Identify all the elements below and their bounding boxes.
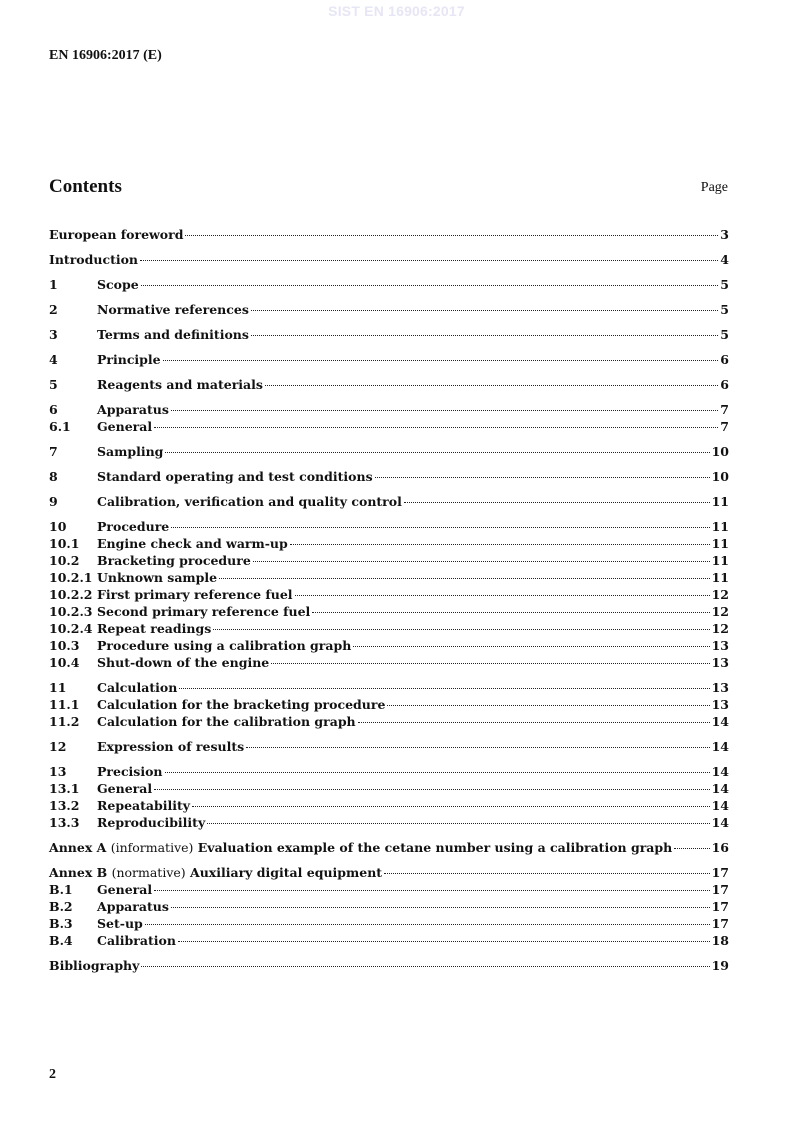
toc-entry-page: 14 bbox=[711, 739, 729, 754]
toc-entry-title: Calculation bbox=[97, 680, 178, 695]
toc-entry-number: B.4 bbox=[49, 933, 73, 948]
dot-leader bbox=[251, 310, 718, 311]
dot-leader bbox=[178, 941, 710, 942]
toc-entry-title: Calculation for the bracketing procedure bbox=[97, 697, 386, 712]
toc-entry[interactable] bbox=[49, 226, 729, 243]
toc-entry-number: 10.2.1 bbox=[49, 570, 93, 585]
toc-entry[interactable] bbox=[49, 351, 729, 368]
toc-entry-title bbox=[49, 839, 672, 856]
toc-entry-title: Repeat readings bbox=[97, 621, 212, 636]
toc-entry-page: 13 bbox=[711, 680, 729, 695]
document-id: EN 16906:2017 (E) bbox=[49, 48, 162, 63]
dot-leader bbox=[171, 907, 710, 908]
dot-leader bbox=[154, 427, 718, 428]
toc-entry[interactable] bbox=[49, 493, 729, 510]
dot-leader bbox=[246, 747, 709, 748]
toc-entry-number: B.2 bbox=[49, 899, 73, 914]
toc-entry-number: 9 bbox=[49, 494, 58, 509]
toc-entry[interactable] bbox=[49, 814, 729, 831]
toc-entry-page: 11 bbox=[711, 536, 729, 551]
toc-entry-page: 14 bbox=[711, 798, 729, 813]
contents-heading: Contents bbox=[49, 176, 122, 197]
dot-leader bbox=[179, 688, 709, 689]
toc-entry[interactable] bbox=[49, 301, 729, 318]
annex-title: Evaluation example of the cetane number using a calibration graph bbox=[197, 840, 673, 855]
toc-entry[interactable] bbox=[49, 552, 729, 569]
toc-entry-page: 12 bbox=[711, 604, 729, 619]
toc-entry[interactable] bbox=[49, 620, 729, 637]
toc-entry-title: Bibliography bbox=[49, 958, 140, 973]
toc-entry-title bbox=[49, 864, 382, 881]
toc-entry-title: General bbox=[97, 419, 153, 434]
toc-entry-number: 10.1 bbox=[49, 536, 80, 551]
toc-entry-page: 12 bbox=[711, 621, 729, 636]
toc-entry-number: 6 bbox=[49, 402, 58, 417]
toc-entry-title: Introduction bbox=[49, 252, 139, 267]
toc-entry[interactable] bbox=[49, 276, 729, 293]
annex-title: Auxiliary digital equipment bbox=[190, 865, 383, 880]
toc-entry-number: 10.4 bbox=[49, 655, 80, 670]
toc-entry-title: Sampling bbox=[97, 444, 164, 459]
toc-entry-title: Calibration bbox=[97, 933, 176, 948]
dot-leader bbox=[384, 873, 710, 874]
dot-leader bbox=[163, 360, 719, 361]
toc-entry-number: 11.2 bbox=[49, 714, 80, 729]
toc-entry-page: 11 bbox=[711, 570, 729, 585]
dot-leader bbox=[207, 823, 709, 824]
toc-entry-number: 13.3 bbox=[49, 815, 80, 830]
toc-entry[interactable] bbox=[49, 713, 729, 730]
dot-leader bbox=[219, 578, 710, 579]
toc-entry-title: Calibration, verification and quality control bbox=[97, 494, 402, 509]
toc-entry-page: 5 bbox=[720, 327, 729, 342]
dot-leader bbox=[404, 502, 710, 503]
dot-leader bbox=[165, 452, 709, 453]
toc-entry[interactable] bbox=[49, 569, 729, 586]
toc-entry-title: European foreword bbox=[49, 227, 184, 242]
dot-leader bbox=[253, 561, 710, 562]
toc-entry-page: 7 bbox=[720, 419, 729, 434]
toc-entry[interactable] bbox=[49, 679, 729, 696]
toc-entry-number: 11 bbox=[49, 680, 67, 695]
toc-entry[interactable] bbox=[49, 738, 729, 755]
dot-leader bbox=[295, 595, 710, 596]
dot-leader bbox=[375, 477, 710, 478]
table-of-contents bbox=[49, 226, 729, 974]
dot-leader bbox=[213, 629, 709, 630]
toc-entry-number: 12 bbox=[49, 739, 67, 754]
toc-entry-number: 1 bbox=[49, 277, 58, 292]
toc-entry-title: Normative references bbox=[97, 302, 249, 317]
toc-entry-page: 11 bbox=[711, 494, 729, 509]
dot-leader bbox=[290, 544, 710, 545]
dot-leader bbox=[271, 663, 709, 664]
toc-entry-title: Reproducibility bbox=[97, 815, 206, 830]
toc-entry[interactable] bbox=[49, 586, 729, 603]
toc-entry-page: 11 bbox=[711, 553, 729, 568]
toc-entry-number: 5 bbox=[49, 377, 58, 392]
toc-entry-page: 16 bbox=[711, 840, 729, 855]
dot-leader bbox=[353, 646, 709, 647]
toc-entry-title: Reagents and materials bbox=[97, 377, 263, 392]
toc-entry-number: 13 bbox=[49, 764, 67, 779]
toc-entry-title: Set-up bbox=[97, 916, 143, 931]
page-number: 2 bbox=[49, 1067, 56, 1082]
dot-leader bbox=[154, 789, 709, 790]
toc-entry[interactable] bbox=[49, 898, 729, 915]
dot-leader bbox=[141, 285, 719, 286]
toc-entry-page: 13 bbox=[711, 697, 729, 712]
toc-entry[interactable] bbox=[49, 763, 729, 780]
toc-entry-number: 10.3 bbox=[49, 638, 80, 653]
toc-entry-page: 5 bbox=[720, 277, 729, 292]
toc-entry-title: Shut-down of the engine bbox=[97, 655, 270, 670]
toc-entry-number: 10 bbox=[49, 519, 67, 534]
toc-entry-title: Engine check and warm-up bbox=[97, 536, 288, 551]
toc-entry[interactable] bbox=[49, 797, 729, 814]
toc-entry-page: 17 bbox=[711, 899, 729, 914]
toc-entry-page: 12 bbox=[711, 587, 729, 602]
toc-entry-number: 13.1 bbox=[49, 781, 80, 796]
annex-label: Annex B bbox=[49, 865, 108, 880]
toc-entry-number: 11.1 bbox=[49, 697, 80, 712]
toc-entry-page: 17 bbox=[711, 882, 729, 897]
toc-entry-page: 14 bbox=[711, 714, 729, 729]
toc-entry-title: Bracketing procedure bbox=[97, 553, 251, 568]
annex-kind: (informative) bbox=[110, 840, 194, 855]
toc-entry-number: 7 bbox=[49, 444, 58, 459]
toc-entry-number: 10.2.2 bbox=[49, 587, 93, 602]
toc-entry-page: 6 bbox=[720, 352, 729, 367]
dot-leader bbox=[171, 527, 709, 528]
toc-entry-number: 10.2 bbox=[49, 553, 80, 568]
dot-leader bbox=[171, 410, 718, 411]
toc-entry-title: Apparatus bbox=[97, 899, 169, 914]
toc-entry-page: 7 bbox=[720, 402, 729, 417]
toc-entry[interactable] bbox=[49, 915, 729, 932]
toc-entry[interactable] bbox=[49, 443, 729, 460]
toc-entry-title: Second primary reference fuel bbox=[97, 604, 311, 619]
toc-entry-number: 13.2 bbox=[49, 798, 80, 813]
toc-entry-page: 14 bbox=[711, 815, 729, 830]
toc-entry[interactable] bbox=[49, 864, 729, 881]
watermark: SIST EN 16906:2017 bbox=[328, 3, 465, 19]
toc-entry-title: Procedure using a calibration graph bbox=[97, 638, 352, 653]
toc-entry-title: General bbox=[97, 882, 153, 897]
toc-entry-page: 3 bbox=[720, 227, 729, 242]
toc-entry[interactable] bbox=[49, 839, 729, 856]
toc-entry[interactable] bbox=[49, 418, 729, 435]
dot-leader bbox=[185, 235, 718, 236]
toc-entry[interactable] bbox=[49, 637, 729, 654]
dot-leader bbox=[165, 772, 710, 773]
toc-entry-title: First primary reference fuel bbox=[97, 587, 293, 602]
toc-entry-page: 14 bbox=[711, 764, 729, 779]
toc-entry[interactable] bbox=[49, 326, 729, 343]
dot-leader bbox=[358, 722, 710, 723]
toc-entry-page: 10 bbox=[711, 444, 729, 459]
toc-entry-number: B.1 bbox=[49, 882, 73, 897]
toc-entry-page: 14 bbox=[711, 781, 729, 796]
toc-entry-page: 13 bbox=[711, 638, 729, 653]
toc-entry[interactable] bbox=[49, 468, 729, 485]
toc-entry[interactable] bbox=[49, 957, 729, 974]
toc-entry-page: 18 bbox=[711, 933, 729, 948]
toc-entry-number: 2 bbox=[49, 302, 58, 317]
toc-entry[interactable] bbox=[49, 518, 729, 535]
toc-entry[interactable] bbox=[49, 603, 729, 620]
toc-entry[interactable] bbox=[49, 401, 729, 418]
toc-entry-title: Precision bbox=[97, 764, 163, 779]
toc-entry-title: Scope bbox=[97, 277, 139, 292]
dot-leader bbox=[674, 848, 709, 849]
annex-kind: (normative) bbox=[111, 865, 186, 880]
dot-leader bbox=[265, 385, 718, 386]
toc-entry-title: Apparatus bbox=[97, 402, 169, 417]
toc-entry-page: 10 bbox=[711, 469, 729, 484]
toc-entry-page: 6 bbox=[720, 377, 729, 392]
toc-entry-number: B.3 bbox=[49, 916, 73, 931]
toc-entry[interactable] bbox=[49, 654, 729, 671]
toc-entry-page: 19 bbox=[711, 958, 729, 973]
toc-entry[interactable] bbox=[49, 932, 729, 949]
dot-leader bbox=[387, 705, 709, 706]
dot-leader bbox=[312, 612, 709, 613]
toc-entry-title: Calculation for the calibration graph bbox=[97, 714, 356, 729]
toc-entry-title: Principle bbox=[97, 352, 161, 367]
toc-entry-page: 17 bbox=[711, 865, 729, 880]
toc-entry-number: 4 bbox=[49, 352, 58, 367]
dot-leader bbox=[154, 890, 709, 891]
toc-entry-number: 6.1 bbox=[49, 419, 71, 434]
toc-entry[interactable] bbox=[49, 251, 729, 268]
toc-entry-title: General bbox=[97, 781, 153, 796]
toc-entry-title: Unknown sample bbox=[97, 570, 218, 585]
toc-entry[interactable] bbox=[49, 376, 729, 393]
dot-leader bbox=[141, 966, 709, 967]
toc-entry-number: 10.2.4 bbox=[49, 621, 93, 636]
dot-leader bbox=[251, 335, 718, 336]
toc-entry-page: 11 bbox=[711, 519, 729, 534]
toc-entry-title: Terms and definitions bbox=[97, 327, 249, 342]
toc-entry[interactable] bbox=[49, 780, 729, 797]
dot-leader bbox=[192, 806, 710, 807]
toc-entry-page: 5 bbox=[720, 302, 729, 317]
toc-entry-number: 10.2.3 bbox=[49, 604, 93, 619]
page-column-label: Page bbox=[700, 180, 728, 195]
toc-entry-page: 13 bbox=[711, 655, 729, 670]
toc-entry-title: Standard operating and test conditions bbox=[97, 469, 373, 484]
toc-entry-title: Procedure bbox=[97, 519, 170, 534]
dot-leader bbox=[145, 924, 710, 925]
toc-entry[interactable] bbox=[49, 881, 729, 898]
toc-entry[interactable] bbox=[49, 535, 729, 552]
toc-entry-page: 17 bbox=[711, 916, 729, 931]
toc-entry-number: 3 bbox=[49, 327, 58, 342]
toc-entry-page: 4 bbox=[720, 252, 729, 267]
toc-entry[interactable] bbox=[49, 696, 729, 713]
dot-leader bbox=[140, 260, 718, 261]
toc-entry-title: Expression of results bbox=[97, 739, 245, 754]
toc-entry-number: 8 bbox=[49, 469, 58, 484]
toc-entry-title: Repeatability bbox=[97, 798, 191, 813]
annex-label: Annex A bbox=[49, 840, 107, 855]
